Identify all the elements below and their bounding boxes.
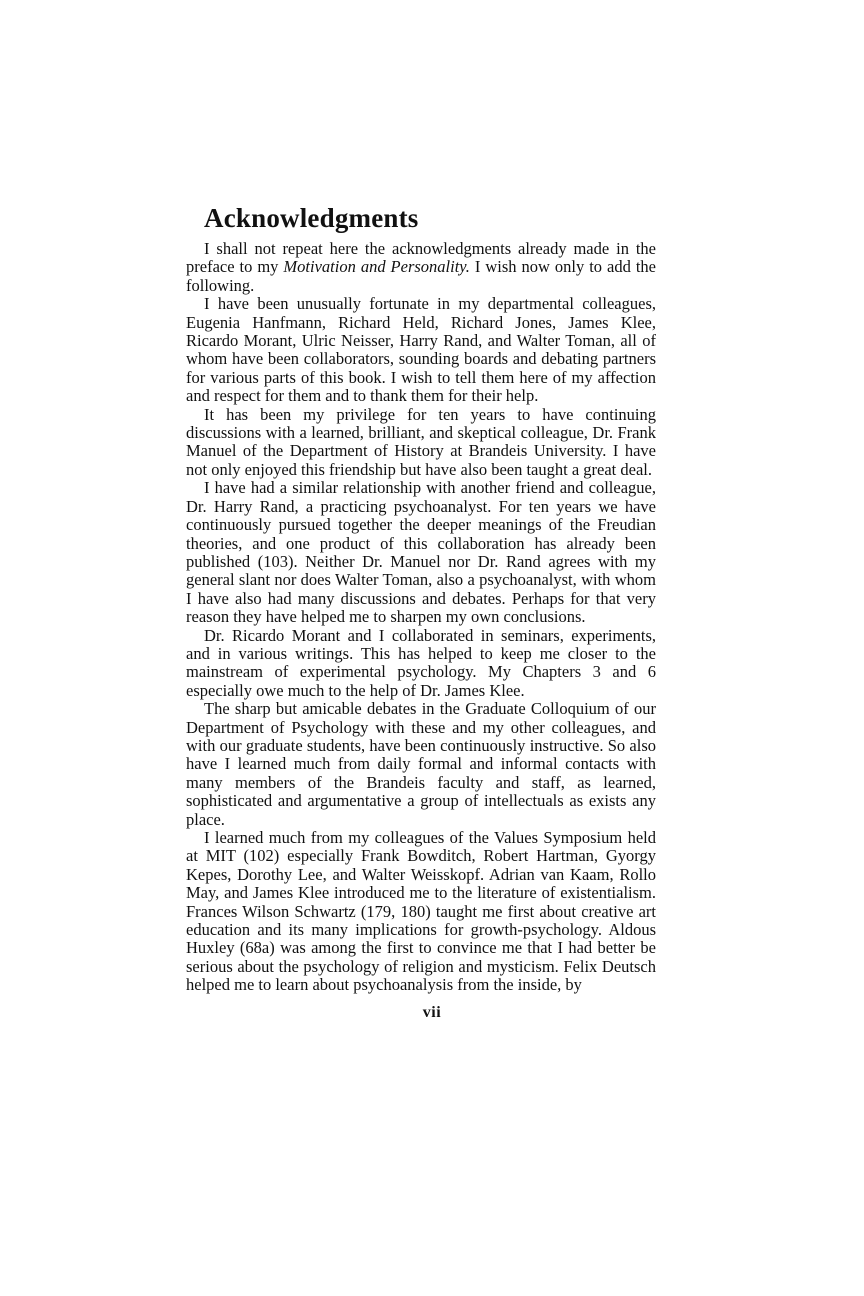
paragraph-1-text-start: I shall not repeat here the acknowledgments already made in the preface to my [186,239,656,277]
book-title-italic: Motivation and Personality. [283,257,470,277]
page-number: vii [422,1004,442,1021]
paragraph-6: The sharp but amicable debates in the Graduate Colloquium of our Department of Psychology with these and my other colleagues, and with our graduate students, have been continuously instructive. So also have I learned much from daily formal and informal contacts with many members of the Brandeis faculty and staff, as learned, sophisticated and argumentative a group of intellectuals as exists any place. [186,699,656,829]
acknowledgments-page [186,200,656,995]
paragraph-7: I learned much from my colleagues of the Values Symposium held at MIT (102) especially Frank Bowditch, Robert Hartman, Gyorgy Kepes, Dorothy Lee, and Walter Weisskopf. Adrian van Kaam, Rollo May, and James Klee introduced me to the literature of existentialism. Frances Wilson Schwartz (179, 180) taught me first about creative art education and its many implications for growth-psychology. Aldous Huxley (68a) was among the first to convince me that I had better be serious about the psychology of religion and mysticism. Felix Deutsch helped me to learn about psychoanalysis from the inside, by [186,828,656,995]
paragraph-1-text-end: I wish now only to add the following. [186,257,656,295]
paragraph-5: Dr. Ricardo Morant and I collaborated in seminars, experiments, and in various writings. This has helped to keep me closer to the mainstream of experimental psychology. My Chapters 3 and 6 especially owe much to the help of Dr. James Klee. [186,625,656,700]
paragraph-4: I have had a similar relationship with another friend and colleague, Dr. Harry Rand, a practicing psychoanalyst. For ten years we have continuously pursued together the deeper meanings of the Freudian theories, and one product of this collaboration has already been published (103). Neither Dr. Manuel nor Dr. Rand agrees with my general slant nor does Walter Toman, also a psychoanalyst, with whom I have also had many discussions and debates. Perhaps for that very reason they have helped me to sharpen my own conclusions. [186,478,656,627]
paragraph-1 [186,240,656,295]
page-title: Acknowledgments [204,203,419,233]
paragraph-3: It has been my privilege for ten years to have continuing discussions with a learned, brilliant, and skeptical colleague, Dr. Frank Manuel of the Department of History at Brandeis University. I have not only enjoyed this friendship but have also been taught a great deal. [186,404,656,479]
paragraph-2: I have been unusually fortunate in my departmental colleagues, Eugenia Hanfmann, Richard Held, Richard Jones, James Klee, Ricardo Morant, Ulric Neisser, Harry Rand, and Walter Toman, all of whom have been collaborators, sounding boards and debating partners for various parts of this book. I wish to tell them here of my affection and respect for them and to thank them for their help. [186,294,656,406]
